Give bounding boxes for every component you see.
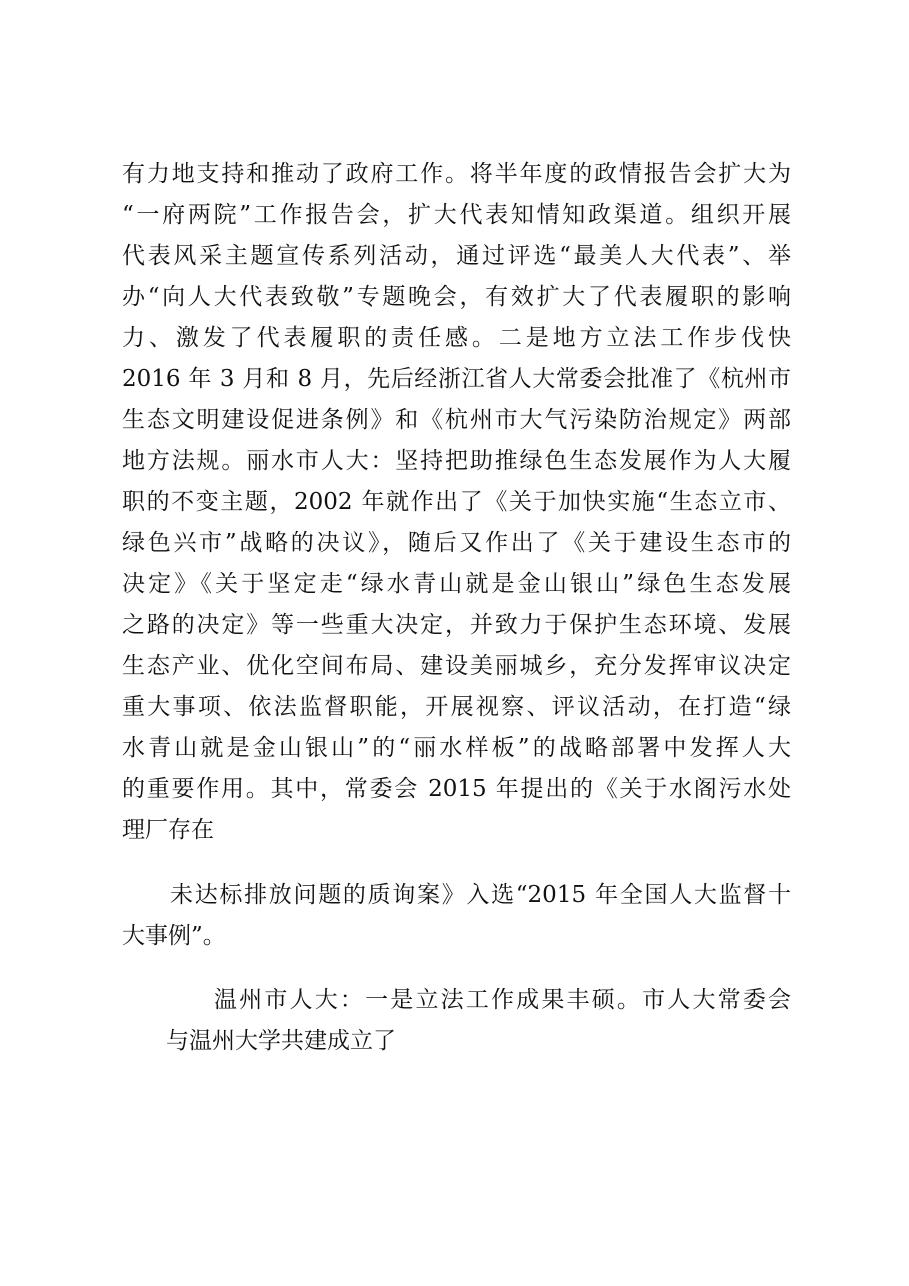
text-line-20: 温州市人大：一是立法工作成果丰硕。市人大常委会 (214, 987, 791, 1013)
text-line-8: 地方法规。丽水市人大：坚持把助推绿色生态发展作为人大履 (122, 448, 791, 474)
text-line-15: 水青山就是金山银山”的“丽水样板”的战略部署中发挥人大 (122, 735, 791, 761)
text-line-9: 职的不变主题，2002 年就作出了《关于加快实施“生态立市、 (122, 489, 791, 515)
text-line-1: 有力地支持和推动了政府工作。将半年度的政情报告会扩大为 (122, 161, 791, 187)
text-line-13: 生态产业、优化空间布局、建设美丽城乡，充分发挥审议决定 (122, 653, 791, 679)
text-line-17: 理厂存在 (122, 817, 214, 843)
text-line-3: 代表风采主题宣传系列活动，通过评选“最美人大代表”、举 (122, 243, 791, 269)
text-line-5: 力、激发了代表履职的责任感。二是地方立法工作步伐快 (122, 325, 791, 351)
text-line-19: 大事例”。 (122, 923, 226, 949)
text-line-18: 未达标排放问题的质询案》入选“2015 年全国人大监督十 (170, 882, 791, 908)
text-line-7: 生态文明建设促进条例》和《杭州市大气污染防治规定》两部 (122, 407, 791, 433)
text-line-12: 之路的决定》等一些重大决定，并致力于保护生态环境、发展 (122, 612, 791, 638)
text-line-4: 办“向人大代表致敬”专题晚会，有效扩大了代表履职的影响 (122, 284, 791, 310)
text-line-21: 与温州大学共建成立了 (166, 1028, 396, 1054)
text-line-10: 绿色兴市”战略的决议》，随后又作出了《关于建设生态市的 (122, 530, 791, 556)
text-line-6: 2016 年 3 月和 8 月，先后经浙江省人大常委会批准了《杭州市 (122, 366, 791, 392)
text-line-16: 的重要作用。其中，常委会 2015 年提出的《关于水阁污水处 (122, 776, 791, 802)
text-line-14: 重大事项、依法监督职能，开展视察、评议活动，在打造“绿 (122, 694, 791, 720)
text-line-2: “一府两院”工作报告会，扩大代表知情知政渠道。组织开展 (122, 202, 791, 228)
text-line-11: 决定》《关于坚定走“绿水青山就是金山银山”绿色生态发展 (122, 571, 791, 597)
